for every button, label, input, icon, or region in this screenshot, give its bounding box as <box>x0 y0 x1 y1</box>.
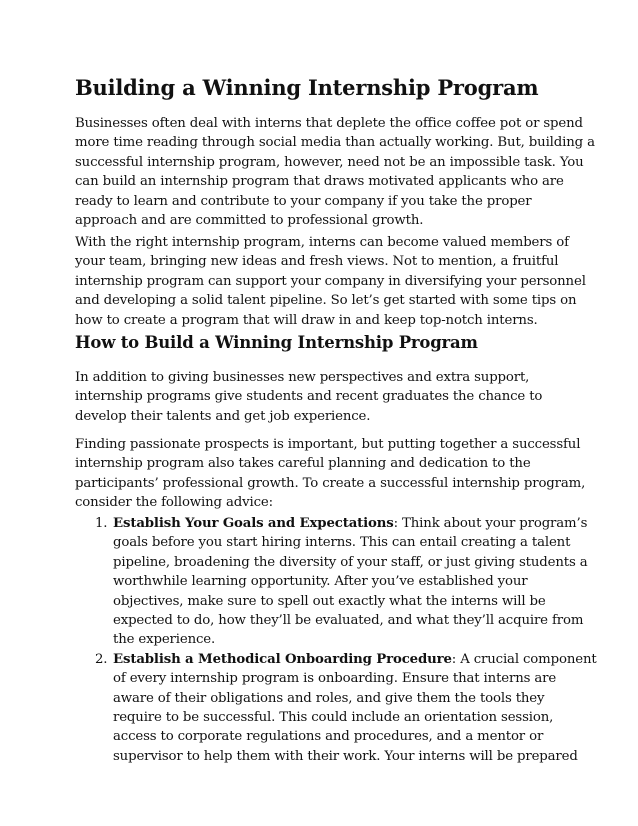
list-item <box>75 650 597 766</box>
text-line: supervisor to help them with their work. Your interns will be prepared <box>113 748 578 764</box>
list-number: 1. <box>95 516 108 531</box>
section-heading: How to Build a Winning Internship Program <box>75 333 478 352</box>
text-line: ready to learn and contribute to your company if you take the proper <box>75 193 532 209</box>
text-line: your team, bringing new ideas and fresh views. Not to mention, a fruitful <box>75 254 559 270</box>
list-item-title: Establish Your Goals and Expectations <box>113 516 394 531</box>
text-line: consider the following advice: <box>75 495 273 511</box>
text-line: internship program can support your company in diversifying your personnel <box>75 273 586 289</box>
text-line: goals before you start hiring interns. This can entail creating a talent <box>113 535 571 551</box>
list-item-text: : A crucial component <box>451 651 597 667</box>
list-item <box>75 514 588 650</box>
text-line: more time reading through social media than actually working. But, building a <box>75 135 595 151</box>
text-line: objectives, make sure to spell out exactly what the interns will be <box>113 593 546 609</box>
text-line: develop their talents and get job experience. <box>75 408 371 424</box>
text-line: internship programs give students and recent graduates the chance to <box>75 389 543 405</box>
document-title: Building a Winning Internship Program <box>75 75 539 100</box>
text-line: approach and are committed to professional growth. <box>75 213 424 229</box>
text-line: pipeline, broadening the diversity of your staff, or just giving students a <box>113 554 588 570</box>
text-line: In addition to giving businesses new perspectives and extra support, <box>75 370 530 385</box>
intro-paragraph-1 <box>75 114 595 230</box>
intro-paragraph-2 <box>75 233 586 330</box>
text-line: can build an internship program that draws motivated applicants who are <box>75 174 564 190</box>
text-line: and developing a solid talent pipeline. So let’s get started with some tips on <box>75 293 577 309</box>
section-paragraph-2 <box>75 435 586 513</box>
text-line <box>113 650 597 669</box>
list-number: 2. <box>95 651 108 667</box>
list-item-title: Establish a Methodical Onboarding Procedure <box>113 651 452 667</box>
text-line: aware of their obligations and roles, and give them the tools they <box>113 690 545 706</box>
list-item-text: : Think about your program’s <box>393 516 588 531</box>
text-line: With the right internship program, interns can become valued members of <box>75 235 569 250</box>
text-line: internship program also takes careful planning and dedication to the <box>75 456 531 472</box>
section-paragraph-1 <box>75 368 565 426</box>
text-line: access to corporate regulations and procedures, and a mentor or <box>113 729 544 745</box>
text-line: of every internship program is onboarding. Ensure that interns are <box>113 671 557 687</box>
text-line: require to be successful. This could include an orientation session, <box>113 710 554 726</box>
text-line: expected to do, how they’ll be evaluated, and what they’ll acquire from <box>113 613 584 629</box>
text-line <box>113 514 588 533</box>
text-line: the experience. <box>113 632 216 648</box>
text-line: Businesses often deal with interns that deplete the office coffee pot or spend <box>75 116 583 131</box>
text-line: participants’ professional growth. To create a successful internship program, <box>75 475 586 491</box>
advice-list <box>75 514 597 766</box>
text-line: worthwhile learning opportunity. After you’ve established your <box>113 574 528 590</box>
text-line: Finding passionate prospects is important, but putting together a successful <box>75 437 581 452</box>
text-line: successful internship program, however, need not be an impossible task. You <box>75 154 584 170</box>
text-line: how to create a program that will draw in and keep top-notch interns. <box>75 312 538 328</box>
